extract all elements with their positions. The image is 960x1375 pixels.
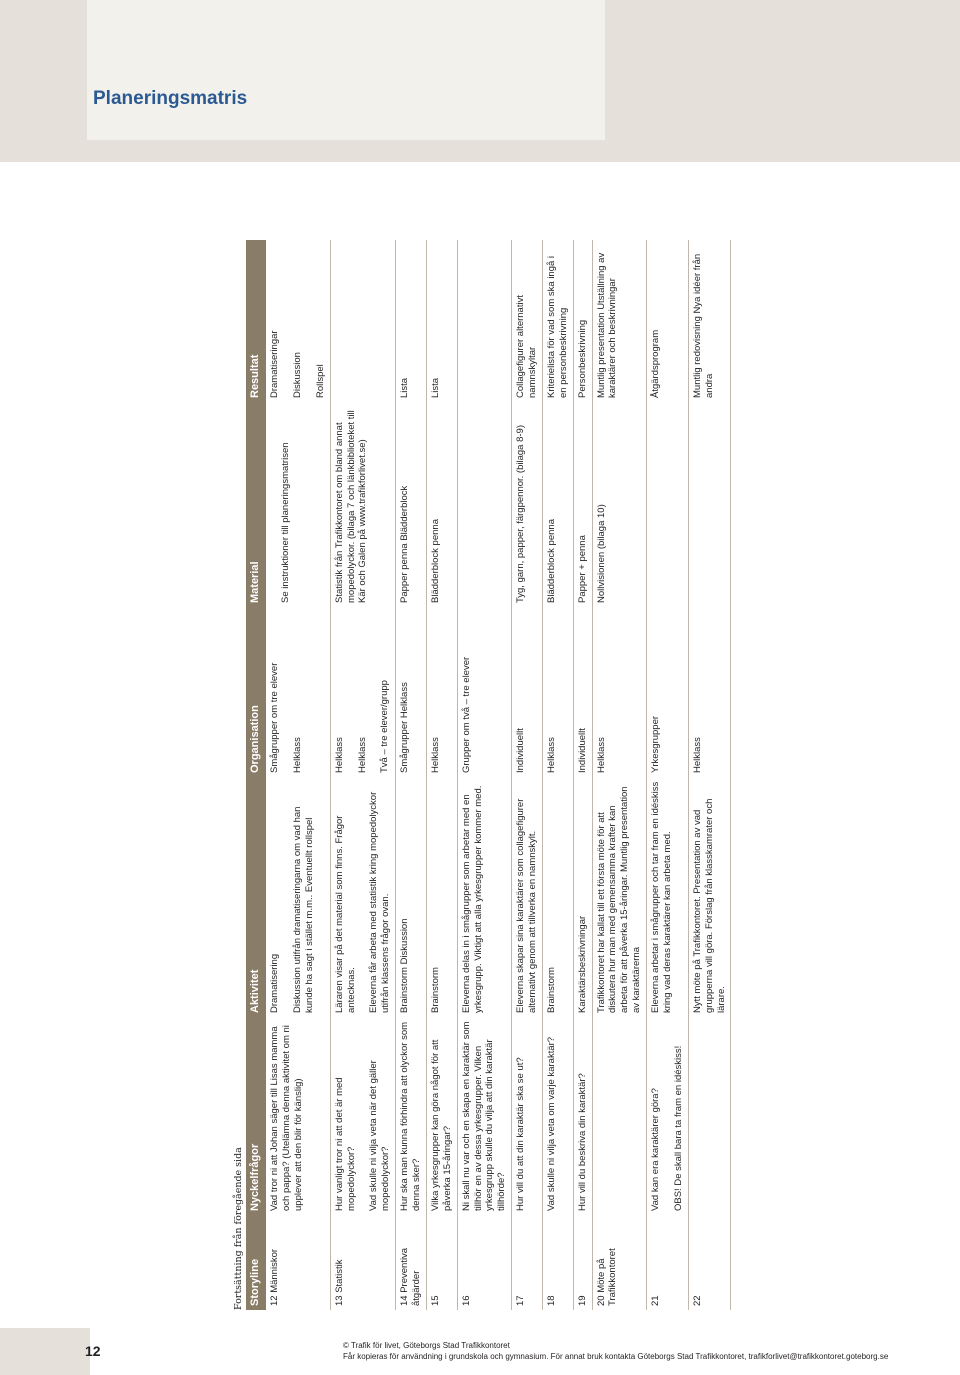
header-material: Material — [246, 402, 266, 607]
table-row — [573, 240, 592, 1310]
header-resultat: Resultat — [246, 240, 266, 402]
cell-organisation — [266, 607, 330, 777]
organisation-text: Helklass — [545, 737, 557, 773]
fragor-text: OBS! De skall bara ta fram en idéskiss! — [672, 1045, 684, 1211]
title-box — [87, 0, 605, 140]
cell-organisation — [573, 607, 592, 777]
page-number: 12 — [85, 1343, 101, 1359]
aktivitet-text: Brainstorm — [545, 967, 557, 1013]
cell-organisation — [426, 607, 457, 777]
cell-aktivitet — [330, 777, 396, 1017]
cell-organisation — [647, 607, 689, 777]
organisation-text: Grupper om två – tre elever — [460, 656, 472, 773]
cell-resultat — [688, 240, 731, 402]
cell-storyline — [647, 1215, 689, 1310]
cell-fragor — [647, 1017, 689, 1215]
header-organisation: Organisation — [246, 607, 266, 777]
material-text: Blädderblock penna — [429, 519, 441, 603]
organisation-text: Två – tre elever/grupp — [379, 680, 391, 773]
header-aktivitet: Aktivitet — [246, 777, 266, 1017]
cell-fragor — [426, 1017, 457, 1215]
aktivitet-text: Brainstorm Diskussion — [399, 918, 411, 1013]
table-body — [266, 240, 731, 1310]
cell-storyline — [457, 1215, 512, 1310]
continuation-note: Fortsättning från föregående sida — [233, 1147, 244, 1310]
cell-organisation — [592, 607, 647, 777]
cell-organisation — [457, 607, 512, 777]
cell-aktivitet — [512, 777, 543, 1017]
resultat-text: Collagefigurer alternativt namnskyltar — [515, 295, 538, 398]
cell-aktivitet — [266, 777, 330, 1017]
storyline-text: 19 — [576, 1295, 588, 1306]
fragor-text: Vilka yrkesgrupper kan göra något för att påverka 15-åringar? — [429, 1039, 453, 1211]
storyline-text: 16 — [460, 1295, 472, 1306]
table-row — [647, 240, 689, 1310]
material-text: Papper penna Blädderblock — [399, 485, 411, 603]
cell-resultat — [426, 240, 457, 402]
cell-fragor — [457, 1017, 512, 1215]
fragor-text: Vad skulle ni vilja veta när det gäller mopedolyckor? — [368, 1060, 392, 1211]
resultat-text: Kriterielista för vad som ska ingå i en personbeskrivning — [545, 255, 569, 398]
storyline-text: 20 Möte på Trafikkontoret — [595, 1248, 619, 1306]
cell-resultat — [647, 240, 689, 402]
storyline-text: 15 — [429, 1295, 441, 1306]
planning-matrix-table — [246, 240, 731, 1310]
cell-organisation — [542, 607, 573, 777]
cell-resultat — [592, 240, 647, 402]
organisation-text: Helklass — [691, 737, 703, 773]
aktivitet-text: Brainstorm — [429, 967, 441, 1013]
cell-storyline — [573, 1215, 592, 1310]
organisation-text: Helklass — [291, 737, 303, 773]
cell-resultat — [266, 240, 330, 402]
cell-resultat — [573, 240, 592, 402]
cell-storyline — [512, 1215, 543, 1310]
fragor-text: Vad skulle ni vilja veta om varje karaktär? — [545, 1036, 557, 1211]
cell-material — [542, 402, 573, 607]
storyline-text: 13 Statistik — [333, 1259, 345, 1306]
table-row — [426, 240, 457, 1310]
table-row — [266, 240, 330, 1310]
cell-storyline — [396, 1215, 427, 1310]
aktivitet-text: Nytt möte på Trafikkontoret. Presentation av vad grupperna vill göra. Förslag från klasskamrater och lärare. — [691, 798, 727, 1013]
cell-storyline — [688, 1215, 731, 1310]
cell-resultat — [330, 240, 396, 402]
page-title: Planeringsmatris — [93, 88, 248, 109]
resultat-text: Muntlig presentation Utställning av karaktärer och beskrivningar — [595, 252, 619, 398]
cell-resultat — [396, 240, 427, 402]
material-text: Nollvisionen (bilaga 10) — [595, 504, 607, 603]
organisation-text: Helklass — [333, 737, 345, 773]
storyline-text: 18 — [545, 1295, 557, 1306]
resultat-text: Muntlig redovisning Nya idéer från andra — [691, 253, 715, 398]
cell-material — [396, 402, 427, 607]
cell-aktivitet — [647, 777, 689, 1017]
resultat-text: Dramatiseringar — [269, 330, 280, 398]
cell-fragor — [688, 1017, 731, 1215]
resultat-text: Rollspel — [314, 364, 326, 398]
aktivitet-text: Trafikkontoret har kallat till ett första möte för att diskutera hur man med gemensamma krafter kan arbeta för att påverka 15-åringar. Muntlig presentation av karaktärerna — [595, 786, 643, 1013]
cell-storyline — [592, 1215, 647, 1310]
organisation-text: Yrkesgrupper — [650, 715, 661, 773]
cell-fragor — [512, 1017, 543, 1215]
organisation-text: Smågrupper Helklass — [399, 682, 411, 773]
resultat-text: Lista — [429, 377, 441, 398]
aktivitet-text: Diskussion utifrån dramatiseringarna om vad han kunde ha sagt i stället m.m.. Eventuellt rollspel — [291, 806, 315, 1013]
material-text: Se instruktioner till planeringsmatrisen — [280, 442, 291, 603]
table-row — [330, 240, 396, 1310]
fragor-text: Vad tror ni att Johan säger till Lisas mamma och pappa? (Utelämna denna aktivitet om ni upplever att den blir för känslig) — [269, 1025, 304, 1211]
fragor-text: Hur ska man kunna förhindra att olyckor som denna sker? — [399, 1021, 422, 1211]
resultat-text: Åtgärdsprogram — [650, 329, 661, 398]
material-text: Tyg, garn, papper, färgpennor. (bilaga 8-9) — [515, 425, 527, 603]
organisation-text: Smågrupper om tre elever — [269, 662, 280, 773]
table-row — [592, 240, 647, 1310]
storyline-text: 17 — [515, 1295, 527, 1306]
aktivitet-text: Eleverna delas in i smågrupper som arbetar med en yrkesgrupp. Viktigt att alla yrkesgrupper kommer med. — [460, 785, 484, 1013]
cell-resultat — [512, 240, 543, 402]
aktivitet-text: Dramatisering — [269, 953, 280, 1013]
cell-fragor — [573, 1017, 592, 1215]
cell-aktivitet — [426, 777, 457, 1017]
cell-organisation — [688, 607, 731, 777]
material-text: Blädderblock penna — [545, 519, 557, 603]
cell-organisation — [330, 607, 396, 777]
cell-storyline — [426, 1215, 457, 1310]
storyline-text: 22 — [691, 1295, 703, 1306]
cell-resultat — [542, 240, 573, 402]
resultat-text: Diskussion — [291, 352, 303, 398]
aktivitet-text: Eleverna skapar sina karaktärer som collagefigurer alternativt genom att tillverka en namnskylt. — [515, 798, 538, 1013]
organisation-text: Individuellt — [576, 728, 588, 773]
footer-license: Får kopieras för användning i grundskola och gymnasium. För annat bruk kontakta Göteborgs Stad Trafikkontoret, trafikforlivet@trafikkontoret.goteborg.se — [343, 1352, 889, 1361]
cell-aktivitet — [457, 777, 512, 1017]
cell-material — [573, 402, 592, 607]
aktivitet-text: Eleverna får arbeta med statistik kring mopedolyckor utifrån klassens frågor ovan. — [368, 791, 392, 1013]
cell-resultat — [457, 240, 512, 402]
cell-aktivitet — [688, 777, 731, 1017]
table-row — [688, 240, 731, 1310]
fragor-text: Vad kan era karaktärer göra? — [650, 1088, 661, 1211]
cell-aktivitet — [396, 777, 427, 1017]
cell-material — [592, 402, 647, 607]
material-text: Papper + penna — [576, 535, 588, 603]
resultat-text: Personbeskrivning — [576, 319, 588, 398]
table-row — [457, 240, 512, 1310]
cell-storyline — [330, 1215, 396, 1310]
material-text: Statistik från Trafikkontoret om bland annat mopedolyckor. (bilaga 7 och länkbiblioteket till Kär och Galen på www.trafikforlivet.se) — [333, 410, 369, 603]
organisation-text: Individuellt — [515, 728, 527, 773]
rotated-table-area — [233, 240, 883, 1310]
table-row — [512, 240, 543, 1310]
fragor-text: Hur vanligt tror ni att det är med mopedolyckor? — [333, 1077, 357, 1211]
cell-material — [647, 402, 689, 607]
cell-fragor — [330, 1017, 396, 1215]
cell-fragor — [542, 1017, 573, 1215]
table-header-row — [246, 240, 266, 1310]
cell-fragor — [266, 1017, 330, 1215]
page-number-box — [0, 1328, 90, 1375]
organisation-text: Helklass — [595, 737, 607, 773]
aktivitet-text: Karaktärsbeskrivningar — [576, 915, 588, 1013]
fragor-text: Hur vill du att din karaktär ska se ut? — [515, 1057, 527, 1211]
cell-storyline — [266, 1215, 330, 1310]
cell-aktivitet — [573, 777, 592, 1017]
table-row — [396, 240, 427, 1310]
cell-material — [457, 402, 512, 607]
cell-material — [512, 402, 543, 607]
cell-fragor — [592, 1017, 647, 1215]
cell-storyline — [542, 1215, 573, 1310]
fragor-text: Hur vill du beskriva din karaktär? — [576, 1073, 588, 1211]
cell-fragor — [396, 1017, 427, 1215]
organisation-text: Helklass — [356, 737, 368, 773]
cell-organisation — [512, 607, 543, 777]
cell-organisation — [396, 607, 427, 777]
cell-material — [330, 402, 396, 607]
footer-copyright: © Trafik för livet, Göteborgs Stad Trafikkontoret — [343, 1341, 510, 1350]
cell-material — [688, 402, 731, 607]
cell-aktivitet — [592, 777, 647, 1017]
storyline-text: 21 — [650, 1295, 661, 1306]
header-nyckelfragor: Nyckelfrågor — [246, 1017, 266, 1215]
fragor-text: Ni skall nu var och en skapa en karaktär som tillhör en av dessa yrkesgrupper. Vilken yrkesgrupp skulle du vilja att din karaktär tillhörde? — [460, 1021, 508, 1211]
storyline-text: 12 Människor — [269, 1248, 280, 1306]
aktivitet-text: Läraren visar på det material som finns. Frågor antecknas. — [333, 815, 357, 1013]
resultat-text: Lista — [399, 377, 411, 398]
header-storyline: Storyline — [246, 1215, 266, 1310]
organisation-text: Helklass — [429, 737, 441, 773]
cell-aktivitet — [542, 777, 573, 1017]
aktivitet-text: Eleverna arbetar i smågrupper och tar fram en idéskiss kring vad deras karaktärer kan arbeta med. — [650, 781, 673, 1013]
storyline-text: 14 Preventiva åtgärder — [399, 1247, 422, 1306]
cell-material — [426, 402, 457, 607]
cell-material — [266, 402, 330, 607]
table-row — [542, 240, 573, 1310]
